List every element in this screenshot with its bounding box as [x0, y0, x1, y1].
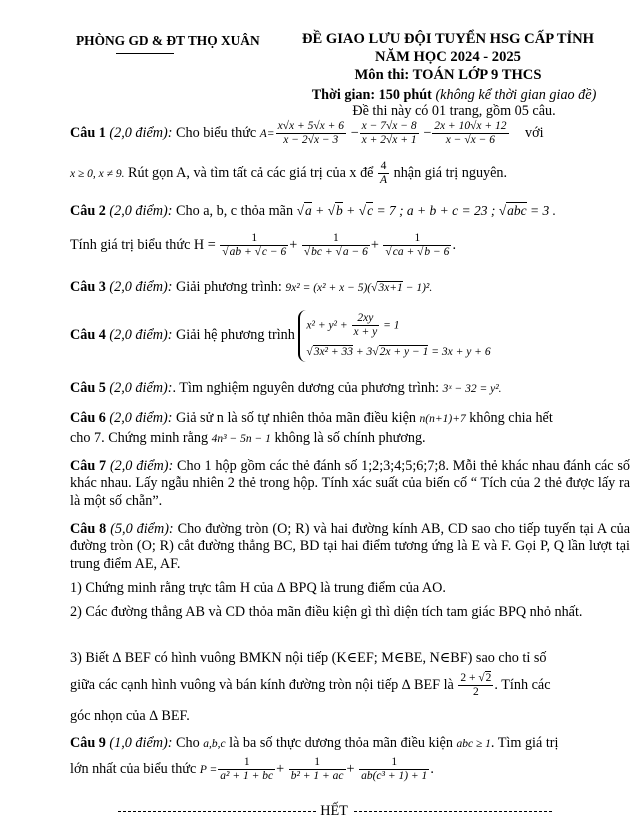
- q1-points: (2,0 điểm):: [109, 124, 173, 141]
- q9-frac-2: $\frac{1}{\text{b² + 1 + ac}}$: [290, 756, 344, 783]
- department-name: PHÒNG GD & ĐT THỌ XUÂN: [76, 33, 260, 48]
- question-9-line-2: lớn nhất của biểu thức P = $\frac{1}{\text{a² + 1 + bc}}$ + $\frac{1}{\text{b² + 1 + ac}}$ + $\frac{1}{\text{ab(c³ + 1) + 1}}$ .: [70, 756, 434, 783]
- q9-text-a: Cho: [176, 735, 200, 751]
- q8-part-3-end: . Tính các: [494, 676, 551, 693]
- q5-equation: 3ˣ − 32 = y².: [442, 383, 502, 395]
- q7-text: Cho 1 hộp gồm các thẻ đánh số 1;2;3;4;5;6;7;8. Mỗi thẻ khác nhau đánh các số khác nhau. Lấy ngẫu nhiên 2 thẻ trong hộp. Tính xác suất của biến cố “ Tích của 2 thẻ được lấy ra là một số chẵn”.: [70, 458, 631, 509]
- q8-part-2: 2) Các đường thẳng AB và CD thỏa mãn điều kiện gì thì diện tích tam giác BPQ nhỏ nhất.: [70, 604, 583, 620]
- question-5: [70, 380, 630, 398]
- question-6-line-2: [70, 430, 630, 448]
- question-3: [70, 279, 630, 297]
- q3-label: Câu 3: [70, 279, 106, 295]
- q8-part-3-text: giữa các cạnh hình vuông và bán kính đường tròn nội tiếp ∆ BEF là: [70, 676, 454, 693]
- question-8: [70, 521, 630, 573]
- q9-P: P =: [199, 763, 218, 776]
- exam-header: [278, 30, 618, 85]
- q9-condition: abc ≥ 1: [456, 738, 491, 750]
- q7-label: Câu 7: [70, 458, 107, 474]
- footer-end: HẾT: [320, 803, 348, 819]
- exam-title: ĐỀ GIAO LƯU ĐỘI TUYỂN HSG CẤP TỈNH: [301, 31, 595, 47]
- q1-condition: x ≥ 0, x ≠ 9.: [70, 167, 125, 180]
- q5-label: Câu 5: [70, 380, 106, 396]
- q2-line2: Tính giá trị biểu thức H =: [70, 236, 216, 253]
- q2-frac-1: $\frac{1}{√ab + √c - 6}$: [222, 232, 287, 259]
- q2-frac-3: $\frac{1}{√ca + √b - 6}$: [385, 232, 450, 259]
- q3-equation: 9x² = (x² + x − 5)(√3x+1 − 1)².: [285, 282, 433, 294]
- q9-text-c: . Tìm giá trị: [490, 735, 559, 751]
- q6-expr: n(n+1)+7: [419, 413, 466, 425]
- q1-line2-end: nhận giá trị nguyên.: [393, 164, 508, 181]
- q2-text: Cho a, b, c thỏa mãn: [176, 203, 294, 219]
- q6-text-a: Giả sử n là số tự nhiên thỏa mãn điều kiện: [176, 410, 416, 426]
- q4-points: (2,0 điểm):: [109, 327, 173, 344]
- question-7: [70, 458, 630, 510]
- q1-text: Cho biểu thức: [176, 124, 257, 141]
- exam-time: Thời gian: 150 phút: [311, 87, 432, 103]
- q8-label: Câu 8: [70, 521, 107, 537]
- q6-points: (2,0 điểm):: [109, 410, 173, 426]
- q8-part-1: 1) Chứng minh rằng trực tâm H của ∆ BPQ là trung điểm của AO.: [70, 580, 446, 596]
- q8-part-3-line-1: 3) Biết ∆ BEF có hình vuông BMKN nội tiếp (K∈EF; M∈BE, N∈BF) sao cho tỉ số: [70, 650, 547, 666]
- q2-frac-2: $\frac{1}{√bc + √a - 6}$: [303, 232, 368, 259]
- q1-line2-text: Rút gọn A, và tìm tất cả các giá trị của x để: [128, 164, 374, 181]
- q6-expr-2: 4n³ − 5n − 1: [211, 433, 271, 445]
- exam-time-note: (không kể thời gian giao đề): [435, 87, 597, 103]
- q9-label: Câu 9: [70, 735, 106, 751]
- q1-frac-2: $\frac{x - 7√x - 8}{x + 2√x + 1}$: [361, 120, 417, 147]
- q1-frac-4-over-A: $\frac{4}{A}$: [380, 160, 388, 187]
- subject: Môn thi: TOÁN LỚP 9 THCS: [354, 67, 542, 84]
- q1-frac-3: $\frac{2x + 10√x + 12}{x - √x - 6}$: [434, 120, 507, 147]
- q7-points: (2,0 điểm):: [109, 458, 174, 474]
- q9-points: (1,0 điểm):: [109, 735, 173, 751]
- question-6: [70, 410, 630, 428]
- question-2: [70, 203, 630, 221]
- q1-label: Câu 1: [70, 124, 106, 141]
- q8-ratio: $\frac{2 + √2}{2}$: [460, 672, 492, 699]
- footer-dash-right: [354, 811, 552, 812]
- q9-line2: lớn nhất của biểu thức: [70, 760, 197, 777]
- q9-frac-3: $\frac{1}{\text{ab(c³ + 1) + 1}}$: [361, 756, 428, 783]
- q6-text-b: không chia hết: [469, 410, 553, 426]
- question-1-line-2: [70, 160, 630, 187]
- footer-dash-left: [118, 811, 316, 812]
- q2-conditions: √a + √b + √c = 7 ; a + b + c = 23 ; √abc = 3 .: [296, 203, 557, 218]
- pages-note: Đề thi này có 01 trang, gồm 05 câu.: [352, 103, 556, 119]
- question-4: [70, 310, 630, 362]
- q5-text: . Tìm nghiệm nguyên dương của phương trình:: [172, 380, 440, 396]
- q6-label: Câu 6: [70, 410, 106, 426]
- question-1: Câu 1 (2,0 điểm): Cho biểu thức A= $\frac{x√x + 5√x + 6}{x - 2√x - 3}$ − $\frac{x - 7√x - 8}{x + 2√x + 1}$ − $\frac{2x + 10√x + 12}{x - √x - 6}$ với: [70, 120, 544, 147]
- question-9: [70, 735, 630, 753]
- q8-text: Cho đường tròn (O; R) và hai đường kính AB, CD sao cho tiếp tuyến tại A của đường tròn (O; R) cắt đường thẳng BC, BD tại hai điểm tương ứng là E và F. Gọi P, Q lần lượt tại trung điểm AE, AF.: [70, 521, 631, 572]
- q4-label: Câu 4: [70, 327, 106, 344]
- question-2-line-2: Tính giá trị biểu thức H = $\frac{1}{√ab + √c - 6}$ + $\frac{1}{√bc + √a - 6}$ + $\frac{1}{√ca + √b - 6}$ .: [70, 232, 456, 259]
- q2-points: (2,0 điểm):: [109, 203, 173, 219]
- q4-system: x² + y² + $\frac{2xy}{x + y}$ = 1 √3x² + 33 + 3√2x + y − 1 = 3x + y + 6: [298, 310, 490, 362]
- q6-line2b: không là số chính phương.: [274, 430, 426, 446]
- q8-part-3-line-2: [70, 672, 630, 699]
- header-underline: [116, 53, 174, 54]
- q6-line2a: cho 7. Chứng minh rằng: [70, 430, 209, 446]
- q1-frac-1: $\frac{x√x + 5√x + 6}{x - 2√x - 3}$: [277, 120, 345, 147]
- q9-vars: a,b,c: [203, 738, 226, 750]
- q8-part-3-line-3: góc nhọn của ∆ BEF.: [70, 708, 190, 724]
- q1-formula-A: A=: [259, 127, 275, 140]
- q3-points: (2,0 điểm):: [109, 279, 173, 295]
- footer-end-line: [118, 803, 552, 819]
- school-year: NĂM HỌC 2024 - 2025: [375, 49, 521, 66]
- q9-text-b: là ba số thực dương thỏa mãn điều kiện: [229, 735, 453, 751]
- q8-points: (5,0 điểm):: [110, 521, 174, 537]
- q4-text: Giải hệ phương trình: [176, 327, 295, 344]
- q3-text: Giải phương trình:: [176, 279, 282, 295]
- q9-frac-1: $\frac{1}{\text{a² + 1 + bc}}$: [220, 756, 274, 783]
- q2-label: Câu 2: [70, 203, 106, 219]
- q1-after: với: [525, 124, 544, 141]
- q5-points: (2,0 điểm):: [109, 380, 173, 396]
